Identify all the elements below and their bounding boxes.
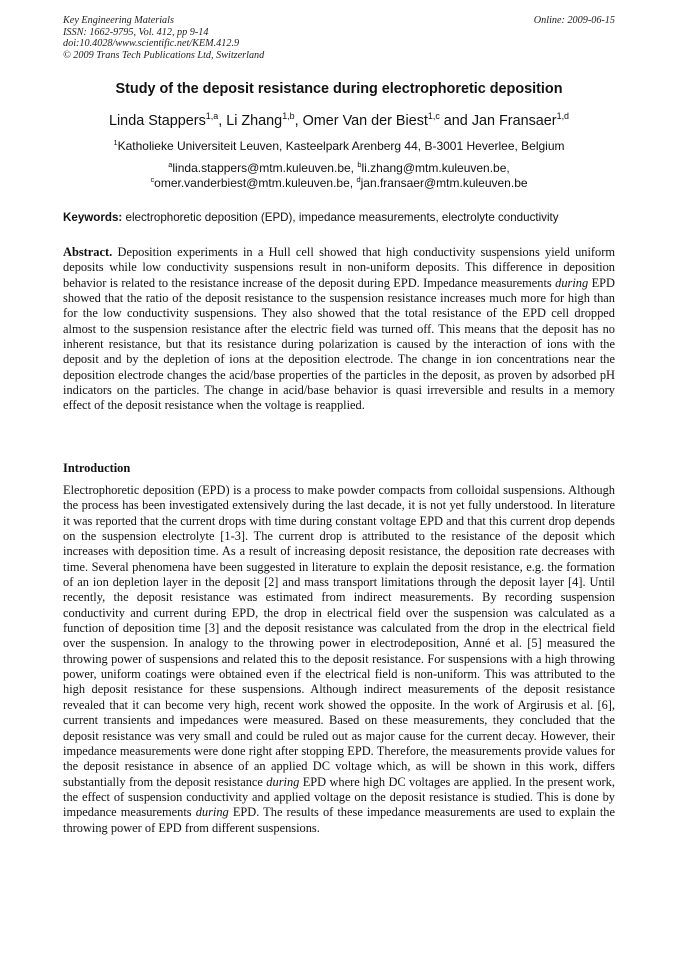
author-superscript: 1,b (282, 111, 295, 122)
email-line (0, 176, 678, 190)
abstract-emphasis: during (555, 275, 589, 290)
introduction-emphasis: during (195, 805, 229, 820)
keywords (63, 211, 615, 224)
issn-line: ISSN: 1662-9795, Vol. 412, pp 9-14 (63, 26, 209, 38)
email-superscript: d (356, 175, 361, 184)
abstract-text: Deposition experiments in a Hull cell showed that high conductivity suspensions yield uniform deposits while low conductivity suspensions result in non-uniform deposits. This difference in deposition behavior is related to the resistance increase of the deposit during EPD. Impedance measurements (63, 245, 615, 290)
introduction-text: EPD where high DC voltages are applied. In the present work, the effect of suspension conductivity and applied voltage on the deposit resistance is studied. This is done by impedance measurements (63, 774, 615, 820)
abstract-label: Abstract. (63, 245, 113, 259)
affiliation-text: Katholieke Universiteit Leuven, Kasteelpark Arenberg 44, B-3001 Heverlee, Belgium (117, 139, 565, 153)
email-address: li.zhang@mtm.kuleuven.be, (361, 161, 510, 175)
email-address: omer.vanderbiest@mtm.kuleuven.be, (154, 176, 354, 190)
keywords-text: electrophoretic deposition (EPD), impedance measurements, electrolyte conductivity (125, 211, 559, 224)
abstract-paragraph (63, 245, 615, 414)
introduction-emphasis: during (266, 774, 300, 789)
author-superscript: 1,d (556, 111, 569, 122)
email-superscript: c (150, 175, 155, 184)
abstract-text: EPD showed that the ratio of the deposit resistance to the suspension resistance increases much more for high than for the low conductivity suspensions. They also showed that the total resistance of the EPD cell dropped almost to the suspension resistance after the electric field was turned off. This means that the deposit has no inherent resistance, but that its resistance during polarization is caused by the interaction of ions with the deposit and by the depletion of ions at the deposition electrode. The change in ion concentrations near the deposition electrode changes the acid/base properties of the particles in the deposit, as proven by adsorbed pH indicators on the particles. The change in acid/base behavior is quasi irreversible and results in a memory effect of the deposit resistance when the voltage is reapplied. (63, 275, 615, 413)
email-superscript: b (357, 160, 362, 169)
introduction-text: EPD. The results of these impedance measurements are used to explain the throwing power of EPD from different suspensions. (63, 805, 615, 835)
introduction (63, 483, 615, 836)
section-heading-introduction: Introduction (63, 461, 131, 475)
author-name: Omer Van der Biest (302, 113, 428, 129)
journal-name: Key Engineering Materials (63, 15, 174, 26)
author-superscript: 1,c (427, 111, 440, 122)
author-name: Jan Fransaer (471, 113, 557, 129)
paper-title: Study of the deposit resistance during electrophoretic deposition (115, 81, 563, 97)
email-address: linda.stappers@mtm.kuleuven.be, (172, 161, 354, 175)
author-superscript: 1,a (205, 111, 219, 122)
copyright-line: © 2009 Trans Tech Publications Ltd, Switzerland (63, 49, 265, 61)
keywords-label: Keywords: (63, 211, 123, 224)
email-address: jan.fransaer@mtm.kuleuven.be (360, 176, 528, 190)
introduction-paragraph (63, 483, 615, 836)
author-name: Linda Stappers (108, 113, 206, 129)
email-superscript: a (168, 160, 173, 169)
doi-line: doi:10.4028/www.scientific.net/KEM.412.9 (63, 38, 240, 50)
abstract (63, 245, 615, 414)
journal-header (63, 15, 615, 61)
author-name: Li Zhang (226, 113, 283, 129)
introduction-text: Electrophoretic deposition (EPD) is a process to make powder compacts from colloidal suspensions. Although the process has been investigated extensively during the last decade, it is not yet fully understood. In literature it was reported that the current drops with time during constant voltage EPD and that this current drop depends on the suspension electrolyte [1-3]. The current drop is attributed to the resistance of the deposit which increases with deposition time. As a result of increasing deposit resistance, the deposition rate decreases with time. Several phenomena have been suggested in literature to explain the deposit resistance, e.g. the formation of an ion depletion layer in the deposit [2] and mass transport limitations through the deposit layer [4]. Until recently, the deposit resistance was estimated from indirect measurements. By recording suspension conductivity and current during EPD, the drop in electrical field over the suspension was calculated as a function of deposition time [3] and the deposit resistance was calculated from the drop in the electrical field over the suspension. In analogy to the throwing power in electrodeposition, Anné et al. [5] measured the throwing power of suspensions and related this to the deposit resistance. For suspensions with a high throwing power, uniform coatings were obtained even if the electrical field is non-uniform. This was attributed to the high deposit resistance for these suspensions. Although indirect measurements of the deposit resistance revealed that it can become very high, recent work showed the opposite. In the work of Argirusis et al. [6], current transients and impedances were measured. Based on these measurements, they concluded that the deposit resistance was very small and could be ruled out as major cause for the current decay. However, their impedance measurements were done right after stopping EPD. Therefore, the measurements provide values for the deposit resistance in absence of an applied DC voltage which, as will be shown in this work, differs substantially from the deposit resistance (63, 483, 615, 789)
affiliation-superscript: 1 (113, 138, 118, 147)
online-date: Online: 2009-06-15 (533, 15, 615, 26)
email-line (0, 161, 678, 175)
affiliation (0, 139, 678, 153)
author-list: Linda Stappers$^{1,a}$, Li Zhang$^{1,b}$, Omer Van der Biest$^{1,c}$ and Jan Fransaer$^{1,d}$ (108, 111, 569, 129)
